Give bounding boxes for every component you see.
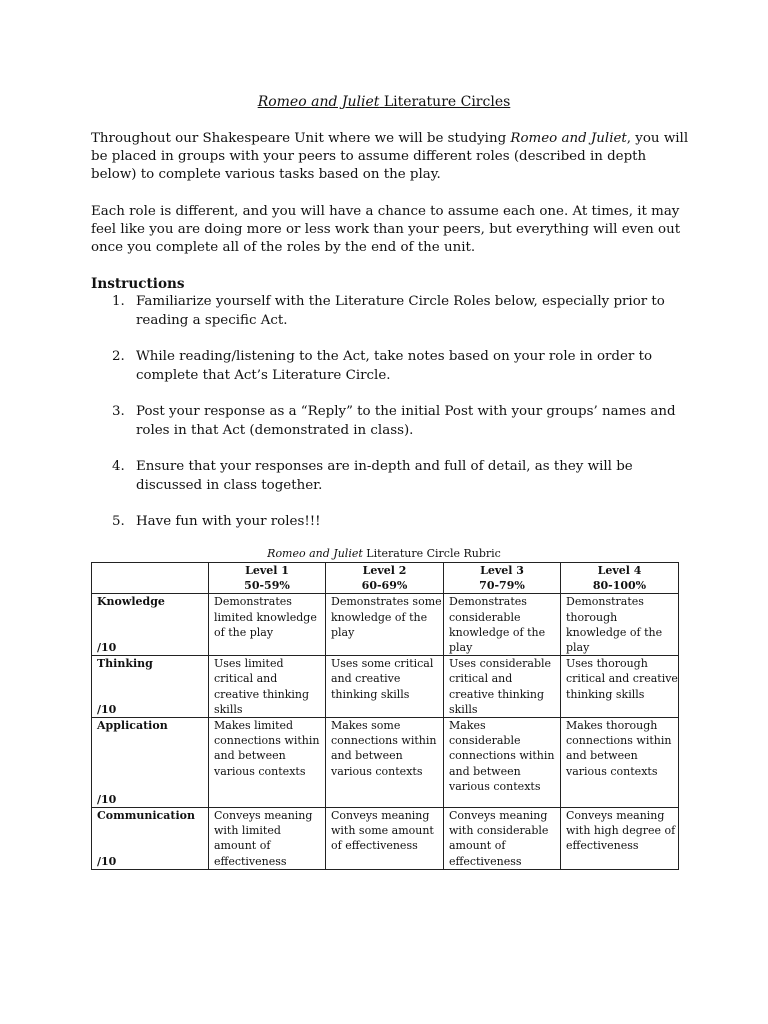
criterion-score: /10 <box>97 854 117 868</box>
rubric-cell: Demonstrates some knowledge of the play <box>326 594 444 656</box>
list-item <box>91 348 691 385</box>
list-item-text: Familiarize yourself with the Literature Circle Roles below, especially prior to reading a specific Act. <box>136 294 665 328</box>
rubric-cell: Makes thorough connections within and between various contexts <box>561 718 679 808</box>
list-item <box>91 513 691 532</box>
rubric-cell: Makes limited connections within and between various contexts <box>209 718 326 808</box>
document-title <box>0 93 768 111</box>
rubric-cell: Makes some connections within and between various contexts <box>326 718 444 808</box>
intro-p1-before: Throughout our Shakespeare Unit where we will be studying <box>91 131 511 146</box>
level-range: 50-59% <box>244 579 290 593</box>
level-name: Level 2 <box>362 564 407 577</box>
level-name: Level 1 <box>245 564 289 577</box>
level-header <box>444 563 561 594</box>
instructions-heading: Instructions <box>91 276 185 292</box>
intro-paragraph-1 <box>91 130 691 184</box>
intro-p1-italic: Romeo and Juliet <box>510 131 627 146</box>
rubric-cell: Demonstrates considerable knowledge of the play <box>444 594 561 656</box>
rubric-caption-rest: Literature Circle Rubric <box>362 547 501 560</box>
list-item-number: 5. <box>112 514 125 529</box>
criterion-cell <box>92 808 209 870</box>
rubric-table <box>91 562 679 870</box>
rubric-cell: Uses some critical and creative thinking skills <box>326 656 444 718</box>
level-header <box>326 563 444 594</box>
rubric-cell: Conveys meaning with considerable amount of effectiveness <box>444 808 561 870</box>
list-item <box>91 293 691 330</box>
list-item <box>91 458 691 495</box>
instructions-list <box>91 293 691 532</box>
table-row <box>92 808 679 870</box>
criterion-score: /10 <box>97 702 117 716</box>
rubric-cell: Demonstrates limited knowledge of the play <box>209 594 326 656</box>
criterion-label: Thinking <box>97 657 153 671</box>
list-item-text: While reading/listening to the Act, take notes based on your role in order to complete that Act’s Literature Circle. <box>136 349 653 383</box>
level-header <box>209 563 326 594</box>
rubric-cell: Makes considerable connections within and between various contexts <box>444 718 561 808</box>
rubric-cell: Demonstrates thorough knowledge of the play <box>561 594 679 656</box>
criterion-label: Communication <box>97 809 195 823</box>
title-rest: Literature Circles <box>379 94 511 110</box>
criterion-score: /10 <box>97 792 117 806</box>
level-name: Level 3 <box>480 564 524 577</box>
table-row <box>92 594 679 656</box>
table-row <box>92 718 679 808</box>
table-row <box>92 656 679 718</box>
rubric-caption <box>0 547 768 561</box>
criterion-cell <box>92 718 209 808</box>
level-range: 60-69% <box>361 579 408 593</box>
intro-p1-after: , you will be placed in groups with your peers to assume different roles (described in depth below) to complete various tasks based on the play. <box>91 131 689 182</box>
rubric-cell: Conveys meaning with high degree of effectiveness <box>561 808 679 870</box>
criterion-label: Application <box>97 719 168 733</box>
criterion-cell <box>92 594 209 656</box>
criterion-label: Knowledge <box>97 595 165 609</box>
rubric-caption-italic: Romeo and Juliet <box>267 547 363 560</box>
criterion-cell <box>92 656 209 718</box>
rubric-header-row <box>92 563 679 594</box>
rubric-corner-cell <box>92 563 209 594</box>
list-item-number: 3. <box>112 404 125 419</box>
rubric-cell: Uses limited critical and creative thinking skills <box>209 656 326 718</box>
rubric-cell: Uses considerable critical and creative thinking skills <box>444 656 561 718</box>
list-item-text: Ensure that your responses are in-depth and full of detail, as they will be discussed in class together. <box>136 459 633 493</box>
list-item-number: 4. <box>112 459 125 474</box>
rubric-cell: Conveys meaning with limited amount of effectiveness <box>209 808 326 870</box>
level-range: 80-100% <box>592 579 647 593</box>
rubric-cell: Conveys meaning with some amount of effectiveness <box>326 808 444 870</box>
level-header <box>561 563 679 594</box>
list-item-text: Post your response as a “Reply” to the initial Post with your groups’ names and roles in that Act (demonstrated in class). <box>136 404 676 438</box>
criterion-score: /10 <box>97 641 117 655</box>
intro-paragraph-2: Each role is different, and you will have a chance to assume each one. At times, it may feel like you are doing more or less work than your peers, but everything will even out once you complete all of the roles by the end of the unit. <box>91 204 681 255</box>
list-item-number: 2. <box>112 349 125 364</box>
list-item <box>91 403 691 440</box>
title-italic: Romeo and Juliet <box>257 94 380 110</box>
list-item-text: Have fun with your roles!!! <box>136 514 321 529</box>
list-item-number: 1. <box>112 294 125 309</box>
level-range: 70-79% <box>479 579 525 593</box>
level-name: Level 4 <box>597 564 642 577</box>
rubric-cell: Uses thorough critical and creative thinking skills <box>561 656 679 718</box>
